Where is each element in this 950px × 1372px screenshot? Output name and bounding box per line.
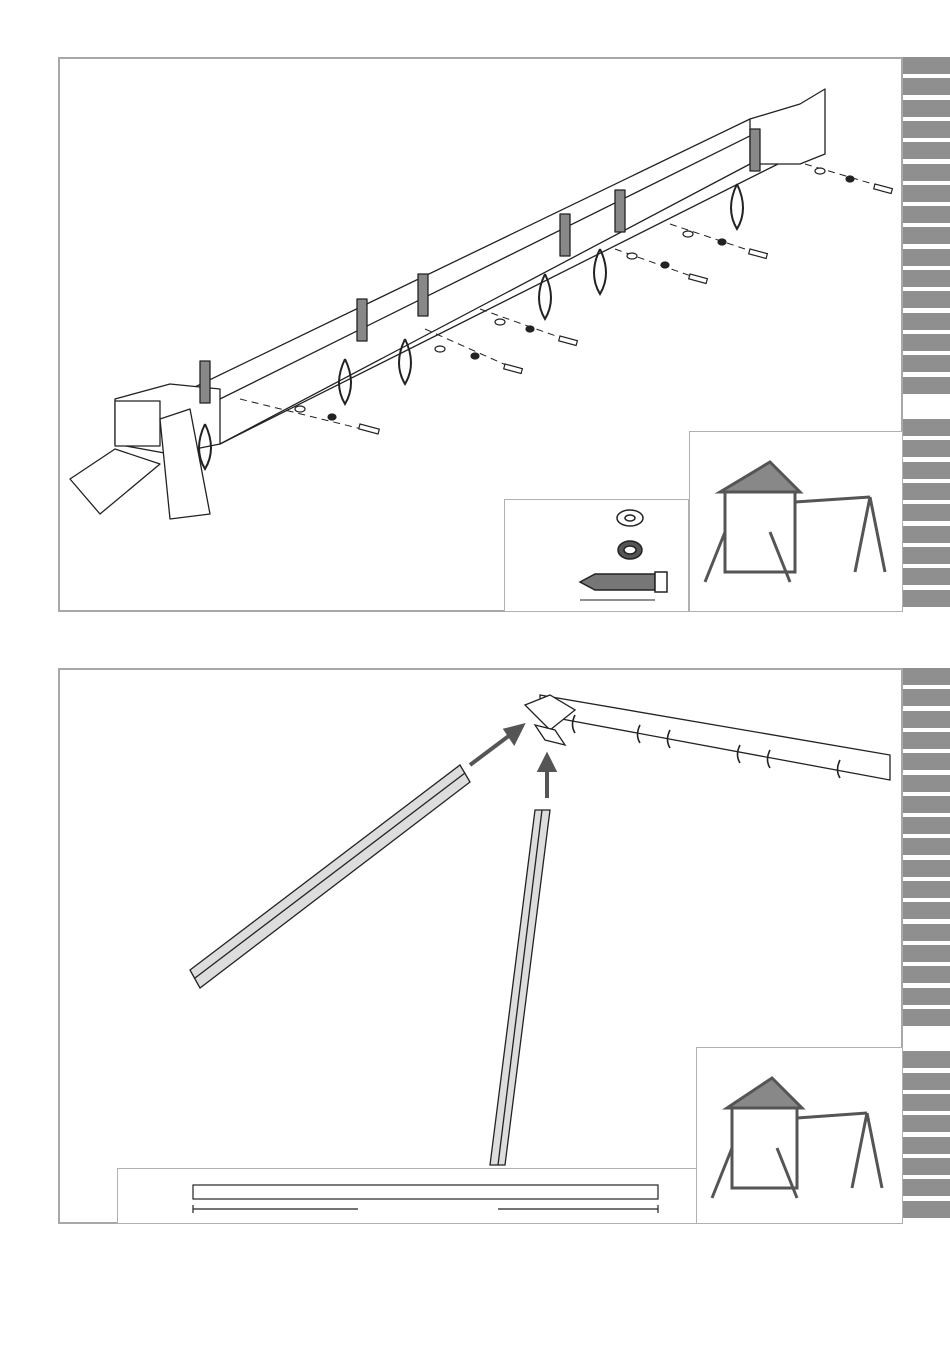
section-tab	[902, 313, 950, 330]
section-tab	[902, 462, 950, 479]
section-tab	[902, 1201, 950, 1218]
section-tab	[902, 249, 950, 266]
section-tab	[902, 966, 950, 983]
section-tab	[902, 775, 950, 792]
section-tab	[902, 590, 950, 607]
section-tab	[902, 1179, 950, 1196]
section-tab	[902, 817, 950, 834]
section-tab	[902, 100, 950, 117]
section-tab	[902, 924, 950, 941]
section-tab	[902, 1137, 950, 1154]
section-tab	[902, 668, 950, 685]
section-tab	[902, 398, 950, 415]
section-tab	[902, 227, 950, 244]
section-tab	[902, 121, 950, 138]
section-tab	[902, 881, 950, 898]
section-tab	[902, 547, 950, 564]
section-tab	[902, 57, 950, 74]
section-tab	[902, 1051, 950, 1068]
section-tab	[902, 377, 950, 394]
hardware-inset	[504, 499, 689, 612]
section-tab	[902, 206, 950, 223]
section-tab	[902, 440, 950, 457]
section-tab	[902, 355, 950, 372]
assembly-step-2-panel	[58, 668, 903, 1224]
section-tab	[902, 860, 950, 877]
section-tab	[902, 732, 950, 749]
section-tab	[902, 483, 950, 500]
section-tab	[902, 78, 950, 95]
section-tab	[902, 711, 950, 728]
section-tabs-step-1	[902, 57, 950, 612]
section-tab	[902, 568, 950, 585]
section-tab	[902, 945, 950, 962]
section-tab	[902, 1030, 950, 1047]
arrow-to-beam-end-left	[470, 735, 510, 765]
section-tab	[902, 334, 950, 351]
section-tab	[902, 142, 950, 159]
section-tab	[902, 796, 950, 813]
section-tab	[902, 419, 950, 436]
section-tab	[902, 1073, 950, 1090]
section-tab	[902, 291, 950, 308]
playset-thumbnail-inset	[689, 431, 903, 612]
section-tab	[902, 988, 950, 1005]
section-tab	[902, 526, 950, 543]
section-tab	[902, 1158, 950, 1175]
section-tab	[902, 185, 950, 202]
section-tab	[902, 1009, 950, 1026]
playset-thumbnail-inset-2	[696, 1047, 903, 1224]
section-tab	[902, 164, 950, 181]
section-tab	[902, 753, 950, 770]
section-tabs-step-2	[902, 668, 950, 1224]
section-tab	[902, 1115, 950, 1132]
swing-hook	[731, 184, 743, 229]
section-tab	[902, 838, 950, 855]
leg-length-inset	[117, 1168, 697, 1224]
section-tab	[902, 689, 950, 706]
section-tab	[902, 902, 950, 919]
section-tab	[902, 270, 950, 287]
lag-screw-icon	[580, 572, 667, 592]
section-tab	[902, 1094, 950, 1111]
section-tab	[902, 504, 950, 521]
assembly-step-1-panel	[58, 57, 903, 612]
